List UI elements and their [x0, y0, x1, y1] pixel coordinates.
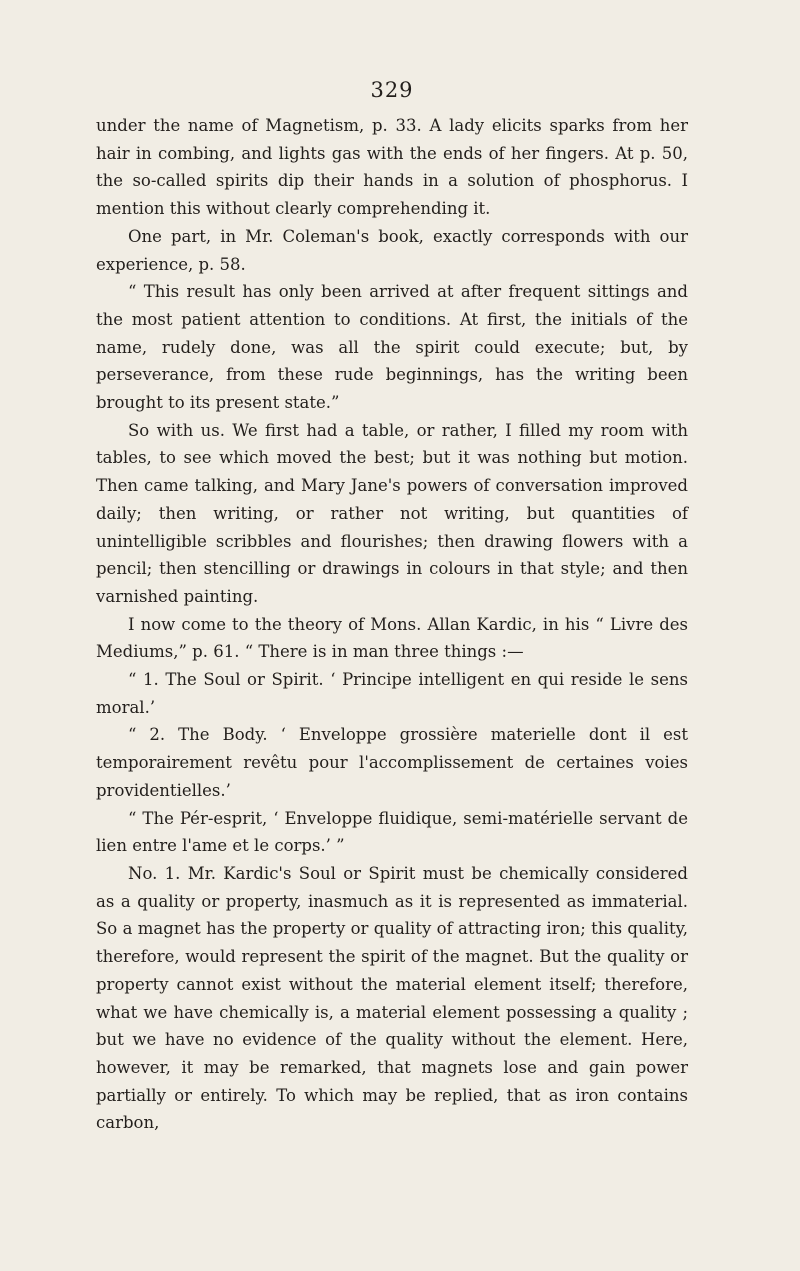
paragraph-4: So with us. We first had a table, or rather, I filled my room with tables, to see which moved the best; but it was nothing but motion. Then came talking, and Mary Jane's powers of conversation improved daily; then writing, or rather not writing, but quantities of unintelligible scribbles and flourishes; then drawing flowers with a pencil; then stencilling or drawings in colours in that style; and then varnished painting. [96, 420, 688, 606]
paragraph-2: One part, in Mr. Coleman's book, exactly corresponds with our experience, p. 58. [96, 226, 688, 274]
paragraph-8: “ The Pér-esprit, ‘ Enveloppe fluidique, semi-matérielle servant de lien entre l'ame et le corps.’ ” [96, 808, 688, 856]
paragraph-5: I now come to the theory of Mons. Allan Kardic, in his “ Livre des Mediums,” p. 61. “ There is in man three things :— [96, 614, 688, 662]
paragraph-9: No. 1. Mr. Kardic's Soul or Spirit must be chemically considered as a quality or property, inasmuch as it is represented as immaterial. So a magnet has the property or quality of attracting iron; this quality, therefore, would represent the spirit of the magnet. But the quality or property cannot exist without the material element itself; therefore, what we have chemically is, a material element possessing a quality ; but we have no evidence of the quality without the element. Here, however, it may be remarked, that magnets lose and gain power partially or entirely. To which may be replied, that as iron contains carbon, [96, 863, 688, 1133]
paragraph-1: under the name of Magnetism, p. 33. A lady elicits sparks from her hair in combing, and lights gas with the ends of her fingers. At p. 50, the so-called spirits dip their hands in a solution of phosphorus. I mention this without clearly comprehending it. [96, 116, 688, 219]
paragraph-3: “ This result has only been arrived at after frequent sittings and the most patient attention to conditions. At first, the initials of the name, rudely done, was all the spirit could execute; but, by perseverance, from these rude beginnings, has the writing been brought to its present state.” [96, 282, 688, 413]
page-number: 329 [370, 78, 414, 102]
paragraph-7: “ 2. The Body. ‘ Enveloppe grossière materielle dont il est temporairement revêtu pour l'accomplissement de certaines voies providentielles.’ [96, 725, 688, 800]
paragraph-6: “ 1. The Soul or Spirit. ‘ Principe intelligent en qui reside le sens moral.’ [96, 670, 688, 717]
